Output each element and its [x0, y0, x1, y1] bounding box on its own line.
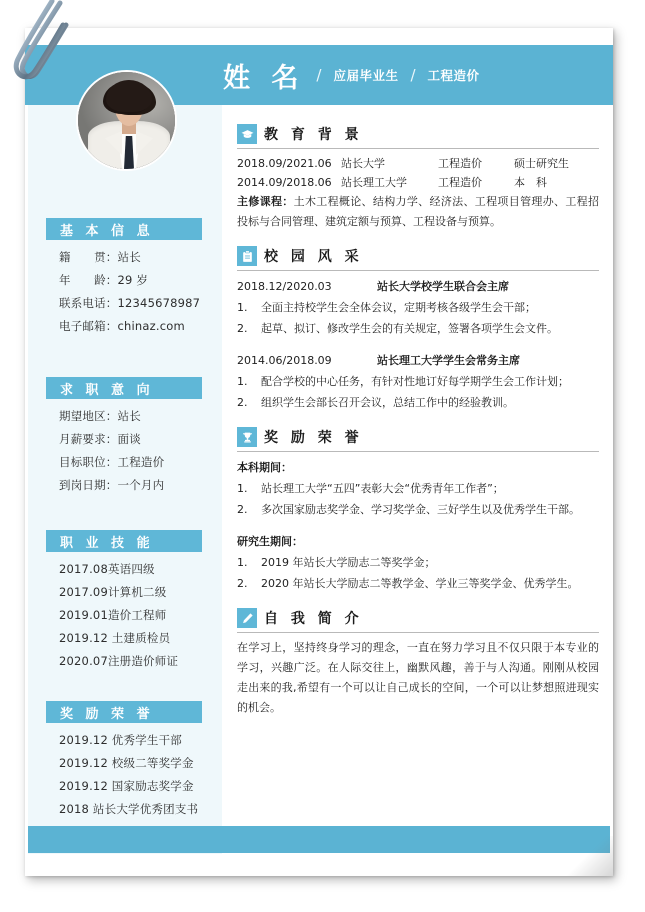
sidebar-section — [46, 530, 202, 673]
sidebar-section — [46, 218, 202, 338]
section-campus-header — [237, 246, 599, 269]
award-group-list — [237, 457, 599, 594]
sidebar-row — [46, 604, 202, 627]
candidate-name: 姓 名 — [223, 62, 305, 94]
campus-entry-role: 站长大学校学生联合会主席 — [377, 280, 509, 293]
list-text: 起草、拟订、修改学生会的有关规定，签署各项学生会文件。 — [261, 322, 558, 335]
sidebar-row — [46, 315, 202, 338]
header-tag-position: 工程造价 — [427, 68, 480, 83]
sidebar-row — [46, 292, 202, 315]
campus-entry-list — [237, 276, 599, 413]
section-awards-header — [237, 427, 599, 450]
sidebar-row — [46, 474, 202, 497]
list-number: 1. — [237, 482, 248, 495]
sidebar-section-title: 奖 励 荣 誉 — [46, 701, 202, 723]
profile-text: 在学习上，坚持终身学习的理念，一直在努力学习且不仅只限于本专业的学习，兴趣广泛。在人际交往上，幽默风趣，善于与人沟通。刚刚从校园走出来的我,希望有一个可以让自己成长的空间，一个可以让梦想照进现实的机会。 — [237, 641, 599, 714]
sidebar-row-value: 工程造价 — [117, 455, 165, 469]
sidebar-row-value: 面谈 — [117, 432, 141, 446]
section-campus-title: 校 园 风 采 — [264, 249, 363, 265]
sidebar-section — [46, 377, 202, 497]
sidebar-row-value: 29 岁 — [117, 273, 149, 287]
list-text: 配合学校的中心任务，有针对性地订好每学期学生会工作计划； — [261, 375, 569, 388]
sidebar-row-label: 期望地区： — [59, 409, 118, 423]
section-campus — [237, 246, 599, 413]
campus-entry-date: 2014.06/2018.09 — [237, 354, 332, 367]
campus-entry-date: 2018.12/2020.03 — [237, 280, 332, 293]
list-number: 1. — [237, 375, 248, 388]
trophy-icon — [237, 427, 257, 447]
education-rows — [237, 154, 599, 192]
education-row — [237, 154, 599, 173]
sidebar-row — [46, 775, 202, 798]
list-text: 站长理工大学“五四”表彰大会“优秀青年工作者”； — [261, 482, 504, 495]
section-profile — [237, 608, 599, 718]
education-degree: 硕士研究生 — [514, 157, 569, 170]
sidebar-section-title: 职 业 技 能 — [46, 530, 202, 552]
sidebar-row-value: 站长 — [117, 409, 141, 423]
sidebar-section-rows — [46, 405, 202, 497]
education-courses — [237, 192, 599, 232]
sidebar-row-value: 2019.12 国家励志奖学金 — [59, 779, 194, 793]
footer-bar — [28, 826, 610, 853]
sidebar-row — [46, 729, 202, 752]
sidebar-row — [46, 627, 202, 650]
sidebar-row-value: chinaz.com — [117, 319, 185, 333]
education-courses-label: 主修课程： — [237, 195, 294, 208]
section-profile-title: 自 我 简 介 — [264, 611, 363, 627]
sidebar-row-label: 籍 贯： — [59, 250, 118, 264]
award-item — [237, 478, 599, 499]
sidebar-section-title: 求 职 意 向 — [46, 377, 202, 399]
sidebar-section-rows — [46, 558, 202, 673]
campus-entry-item — [237, 318, 599, 339]
section-awards — [237, 427, 599, 594]
section-education — [237, 124, 599, 232]
sidebar-row — [46, 428, 202, 451]
sidebar-section-title: 基 本 信 息 — [46, 218, 202, 240]
education-major: 工程造价 — [438, 176, 482, 189]
education-school: 站长理工大学 — [341, 176, 407, 189]
education-date: 2014.09/2018.06 — [237, 176, 332, 189]
list-text: 2019 年站长大学励志二等奖学金； — [261, 556, 436, 569]
sidebar-row-value: 2018 站长大学优秀团支书 — [59, 802, 199, 816]
education-major: 工程造价 — [438, 157, 482, 170]
campus-entry-header — [237, 276, 599, 297]
award-group-label: 研究生期间： — [237, 535, 303, 548]
section-awards-rule — [237, 451, 599, 452]
award-item — [237, 499, 599, 520]
award-group-gap — [237, 520, 599, 531]
education-row — [237, 173, 599, 192]
sidebar-row-label: 到岗日期： — [59, 478, 118, 492]
sidebar-row-value: 2019.12 土建质检员 — [59, 631, 171, 645]
sidebar-row-label: 电子邮箱： — [59, 319, 118, 333]
section-awards-title: 奖 励 荣 誉 — [264, 430, 363, 446]
campus-entry-header — [237, 350, 599, 371]
section-profile-header — [237, 608, 599, 631]
sidebar-row-label: 联系电话： — [59, 296, 118, 310]
section-education-rule — [237, 148, 599, 149]
graduation-cap-icon — [237, 124, 257, 144]
resume-page — [25, 28, 613, 876]
award-group-label: 本科期间： — [237, 461, 292, 474]
pencil-icon — [237, 608, 257, 628]
award-item — [237, 552, 599, 573]
sidebar-row — [46, 269, 202, 292]
list-text: 2020 年站长大学励志二等教学金、学业三等奖学金、优秀学生。 — [261, 577, 579, 590]
sidebar-row-value: 2017.09计算机二级 — [59, 585, 167, 599]
list-number: 2. — [237, 396, 248, 409]
list-number: 2. — [237, 503, 248, 516]
sidebar-row-value: 2020.07注册造价师证 — [59, 654, 179, 668]
section-education-title: 教 育 背 景 — [264, 127, 363, 143]
sidebar-row-value: 一个月内 — [117, 478, 165, 492]
avatar — [76, 70, 177, 171]
sidebar-panel — [28, 105, 222, 854]
campus-entry-item — [237, 392, 599, 413]
campus-entry-item — [237, 297, 599, 318]
avatar-hair — [106, 80, 152, 112]
sidebar-row — [46, 405, 202, 428]
sidebar-row-label: 月薪要求： — [59, 432, 118, 446]
sidebar-row — [46, 581, 202, 604]
sidebar-row — [46, 558, 202, 581]
sidebar-row-value: 2017.08英语四级 — [59, 562, 155, 576]
list-number: 2. — [237, 577, 248, 590]
list-number: 2. — [237, 322, 248, 335]
section-education-header — [237, 124, 599, 147]
sidebar-row — [46, 451, 202, 474]
campus-entry-gap — [237, 339, 599, 350]
sidebar-row-label: 目标职位： — [59, 455, 118, 469]
campus-entry-item — [237, 371, 599, 392]
education-date: 2018.09/2021.06 — [237, 157, 332, 170]
sidebar-row-value: 2019.12 校级二等奖学金 — [59, 756, 194, 770]
education-degree: 本 科 — [514, 176, 547, 189]
sidebar-row-value: 12345678987 — [117, 296, 201, 310]
list-number: 1. — [237, 301, 248, 314]
sidebar-row-value: 站长 — [117, 250, 141, 264]
list-text: 多次国家励志奖学金、学习奖学金、三好学生以及优秀学生干部。 — [261, 503, 580, 516]
education-school: 站长大学 — [341, 157, 385, 170]
sidebar-section — [46, 701, 202, 844]
section-profile-rule — [237, 632, 599, 633]
sidebar-row-label: 年 龄： — [59, 273, 118, 287]
main-column — [237, 124, 599, 732]
award-item — [237, 573, 599, 594]
education-courses-text: 土木工程概论、结构力学、经济法、工程项目管理办、工程招投标与合同管理、建筑定额与预算、工程设备与预算。 — [237, 195, 600, 228]
header-separator-2: / — [410, 66, 416, 84]
list-text: 组织学生会部长召开会议，总结工作中的经验教训。 — [261, 396, 514, 409]
sidebar-row — [46, 650, 202, 673]
campus-entry-role: 站长理工大学学生会常务主席 — [377, 354, 520, 367]
list-number: 1. — [237, 556, 248, 569]
clipboard-icon — [237, 246, 257, 266]
header-banner-content — [223, 45, 480, 105]
sidebar-row — [46, 798, 202, 821]
section-campus-rule — [237, 270, 599, 271]
sidebar-row-value: 2019.12 优秀学生干部 — [59, 733, 183, 747]
sidebar-row — [46, 246, 202, 269]
header-separator-1: / — [316, 66, 322, 84]
sidebar-row-value: 2019.01造价工程师 — [59, 608, 167, 622]
list-text: 全面主持校学生会全体会议，定期考核各级学生会干部； — [261, 301, 536, 314]
sidebar-row — [46, 752, 202, 775]
header-tag-graduate: 应届毕业生 — [333, 68, 399, 83]
sidebar-section-rows — [46, 246, 202, 338]
